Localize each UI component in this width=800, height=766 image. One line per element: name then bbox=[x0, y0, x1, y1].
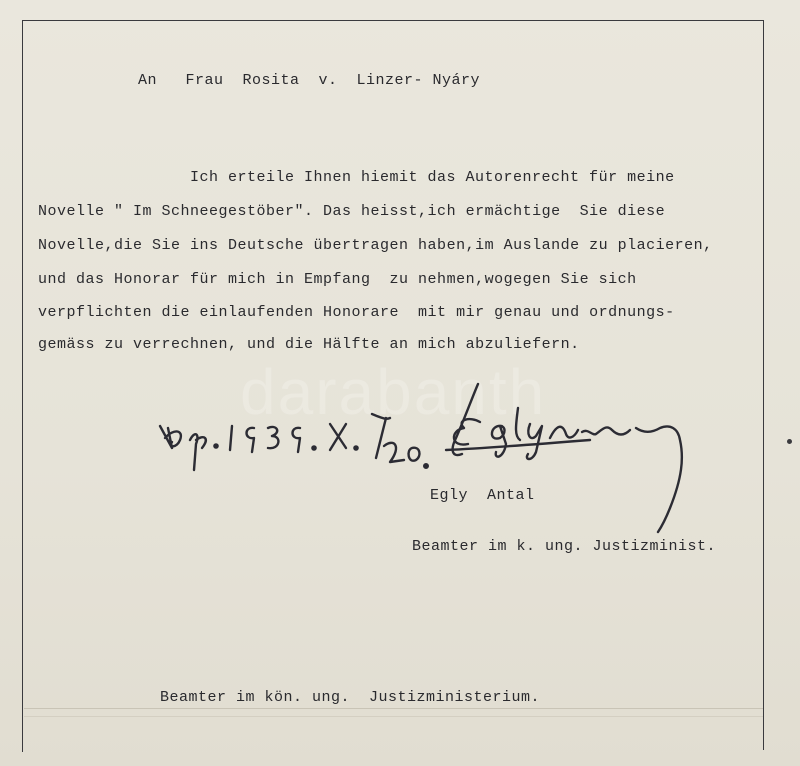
body-line-3: Novelle,die Sie ins Deutsche übertragen haben,im Auslande zu placieren, bbox=[38, 237, 713, 254]
border-top bbox=[22, 20, 764, 21]
watermark: darabanth bbox=[240, 356, 547, 428]
handwritten-date-and-signature bbox=[150, 378, 710, 543]
paper-fold bbox=[24, 708, 763, 709]
footer-line: Beamter im kön. ung. Justizministerium. bbox=[160, 689, 541, 706]
border-left bbox=[22, 20, 23, 752]
signer-title: Beamter im k. ung. Justizminist. bbox=[412, 538, 717, 555]
body-line-6: gemäss zu verrechnen, und die Hälfte an mich abzuliefern. bbox=[38, 336, 580, 353]
body-line-4: und das Honorar für mich in Empfang zu nehmen,wogegen Sie sich bbox=[38, 271, 637, 288]
body-line-1: Ich erteile Ihnen hiemit das Autorenrecht für meine bbox=[190, 169, 675, 186]
signer-name: Egly Antal bbox=[430, 487, 535, 504]
body-line-5: verpflichten die einlaufenden Honorare mit mir genau und ordnungs- bbox=[38, 304, 675, 321]
paper-fold-shadow bbox=[24, 716, 763, 717]
ink-dot bbox=[787, 439, 792, 444]
salutation: An Frau Rosita v. Linzer- Nyáry bbox=[138, 72, 481, 89]
border-right bbox=[763, 20, 764, 750]
body-line-2: Novelle " Im Schneegestöber". Das heisst,ich ermächtige Sie diese bbox=[38, 203, 666, 220]
